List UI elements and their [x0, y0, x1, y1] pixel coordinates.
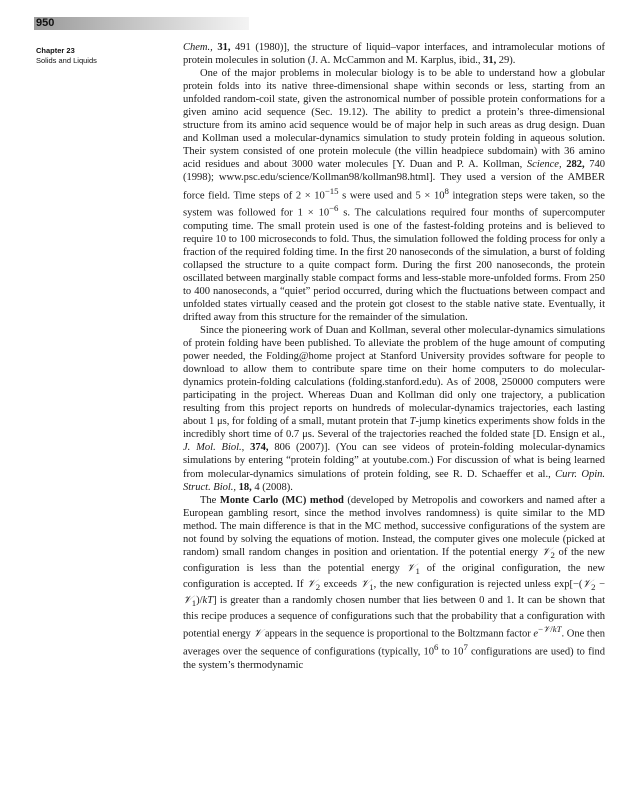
body-text: [183, 41, 605, 672]
page-number-bar: [34, 17, 249, 30]
page-number: 950: [36, 17, 55, 29]
paragraph-protein-folding: One of the major problems in molecular biology is to be able to understand how a globular protein folds into its native three-dimensional shape within seconds or less, starting from an unfolded random-coil state, given the astronomical number of possible protein conformations for a given amino acid sequence (Sec. 19.12). The ability to predict a protein’s three-dimensional structure from its amino acid sequence would be of major help in such areas as drug design. Duan and Kollman used a molecular-dynamics simulation to study protein folding in aqueous solution. Their system consisted of one protein molecule (the villin headpiece subdomain) with 36 amino acid residues and about 3000 water molecules [Y. Duan and P. A. Kollman, Science, 282, 740 (1998); www.psc.edu/science/Kollman98/kollman98.html]. They used a version of the AMBER force field. Time steps of $2 \times 10^{-15}$ s were used and $5 \times 10^8$ integration steps were taken, so the system was followed for $1 \times 10^{-6}$ s. The calculations required four months of supercomputer computing time. The small protein used is one of the fastest-folding proteins and is believed to require 10 to 100 microseconds to fold. Thus, the simulation followed the folding process for only a fraction of the required folding time. In the first 20 nanoseconds of the simulation, a burst of folding collapsed the structure to a quite compact form. During the first 200 nanoseconds, the protein oscillated between marginally stable compact forms and less-stable more-unfolded forms. From 250 to 400 nanoseconds, a “quiet” period occurred, during which the fluctuations between compact and unfolded states virtually ceased and the protein got closest to the stable native state. Eventually, it drifted away from this structure for the remainder of the simulation.: [183, 68, 605, 323]
chapter-number: Chapter 23: [36, 46, 75, 55]
paragraph-folding-at-home: Since the pioneering work of Duan and Kollman, several other molecular-dynamics simulations of protein folding have been published. To alleviate the problem of the huge amount of computing power needed, the Folding@home project at Stanford University provides software for people to download to allow them to contribute spare time on their home computers to do molecular-dynamics protein-folding calculations (folding.stanford.edu). As of 2008, 250000 computers were participating in the project. Whereas Duan and Kollman did only one trajectory, a publication resulting from this project reports on hundreds of molecular-dynamics trajectories, each lasting about 1 μs, for folding of a small, mutant protein that T-jump kinetics experiments show folds in the incredibly short time of 0.7 μs. Several of the trajectories reached the folded state [D. Ensign et al., J. Mol. Biol., 374, 806 (2007)]. (You can see videos of protein-folding molecular-dynamics simulations by entering “protein folding” at youtube.com.) For discussion of what is being learned from molecular-dynamics simulations of protein folding, see R. D. Schaeffer et al., Curr. Opin. Struct. Biol., 18, 4 (2008).: [183, 325, 605, 493]
chapter-title: Solids and Liquids: [36, 56, 97, 65]
chapter-sidebar: [36, 46, 176, 66]
paragraph-continuation: Chem., 31, 491 (1980)], the structure of liquid–vapor interfaces, and intramolecular motions of protein molecules in solution (J. A. McCammon and M. Karplus, ibid., 31, 29).: [183, 42, 605, 67]
paragraph-monte-carlo: The Monte Carlo (MC) method (developed by Metropolis and coworkers and named after a European gambling resort, since the method involves randomness) is quite similar to the MD method. The main difference is that in the MC method, successive configurations of the system are not found by solving the equations of motion. Instead, the computer gives one molecule (picked at random) small random changes in position and orientation. If the potential energy 𝒱$_2$ of the new configuration is less than the potential energy 𝒱$_1$ of the original configuration, the new configuration is accepted. If 𝒱$_2$ exceeds 𝒱$_1$, the new configuration is rejected unless exp[−(𝒱$_2$ − 𝒱$_1$)/kT] is greater than a randomly chosen number that lies between 0 and 1. It can be shown that this recipe produces a sequence of configurations such that the probability that a configuration with potential energy 𝒱 appears in the sequence is proportional to the Boltzmann factor $e^{-𝒱/kT}$. One then averages over the sequence of configurations (typically, $10^6$ to $10^7$ configurations are used) to find the system’s thermodynamic: [183, 494, 606, 671]
